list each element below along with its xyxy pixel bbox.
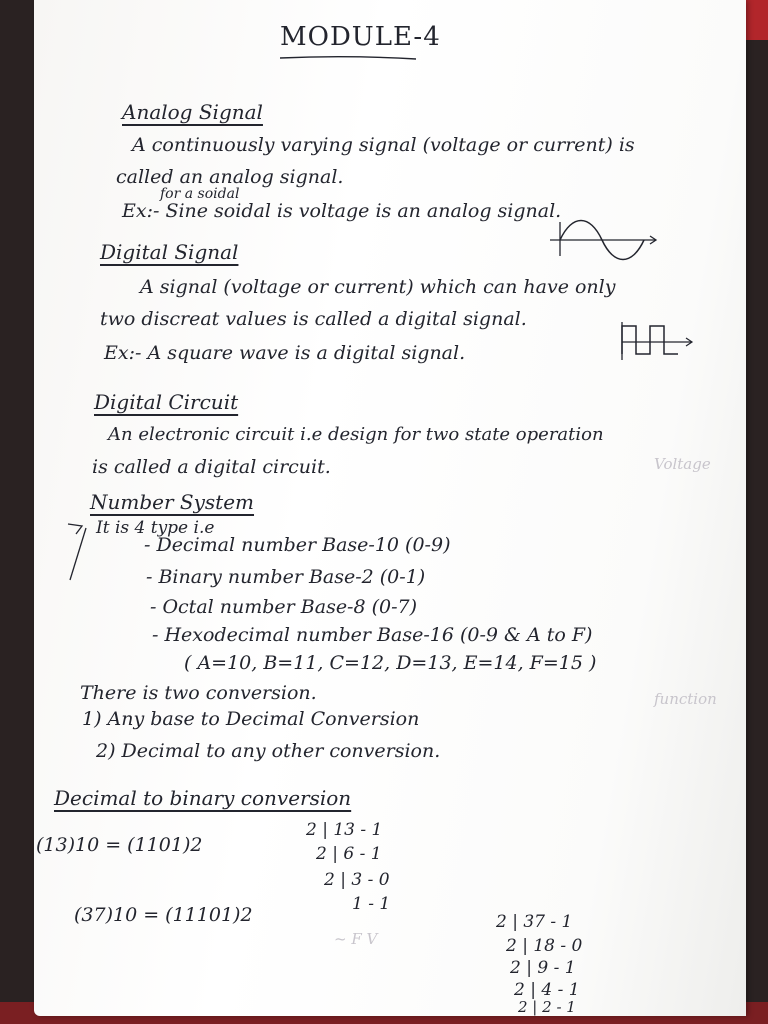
example-1-division-step: 2 | 13 - 1 <box>306 820 383 840</box>
example-2-division-step: 2 | 37 - 1 <box>496 912 573 932</box>
circuit-heading: Digital Circuit <box>94 390 239 414</box>
example-1-division-step: 1 - 1 <box>352 894 391 914</box>
example-2-equation: (37)10 = (11101)2 <box>74 904 253 926</box>
example-2-division-step: 2 | 4 - 1 <box>514 980 580 1000</box>
conversion-item-2: 2) Decimal to any other conversion. <box>96 740 441 762</box>
conversion-intro: There is two conversion. <box>80 682 317 704</box>
digital-line-1: A signal (voltage or current) which can have only <box>140 276 616 298</box>
number-type-decimal: - Decimal number Base-10 (0-9) <box>144 534 451 556</box>
square-wave-figure <box>616 318 696 364</box>
example-1-division-step: 2 | 6 - 1 <box>316 844 382 864</box>
bleed-through-text: Voltage <box>654 455 711 473</box>
hex-letter-values: ( A=10, B=11, C=12, D=13, E=14, F=15 ) <box>184 652 597 674</box>
number-type-binary: - Binary number Base-2 (0-1) <box>146 566 426 588</box>
number-type-octal: - Octal number Base-8 (0-7) <box>150 596 418 618</box>
example-2-division-step: 2 | 2 - 1 <box>518 998 576 1016</box>
analog-example: Ex:- Sine soidal is voltage is an analog signal. <box>122 200 562 222</box>
example-2-division-step: 2 | 9 - 1 <box>510 958 576 978</box>
title-underline <box>278 54 418 62</box>
circuit-line-2: is called a digital circuit. <box>92 456 331 478</box>
analog-heading: Analog Signal <box>122 100 263 124</box>
number-system-intro: It is 4 type i.e <box>96 518 215 538</box>
example-1-division-step: 2 | 3 - 0 <box>324 870 390 890</box>
bleed-through-text: ~ F V <box>334 930 378 948</box>
sine-wave-figure <box>546 216 661 266</box>
number-system-heading: Number System <box>90 490 255 514</box>
example-2-division-step: 2 | 18 - 0 <box>506 936 583 956</box>
analog-line-1: A continuously varying signal (voltage or current) is <box>132 134 635 156</box>
notebook-page <box>34 0 746 1016</box>
circuit-line-1: An electronic circuit i.e design for two state operation <box>108 424 604 445</box>
digital-line-2: two discreat values is called a digital signal. <box>100 308 527 330</box>
dec-to-bin-heading: Decimal to binary conversion <box>54 786 352 810</box>
conversion-item-1: 1) Any base to Decimal Conversion <box>82 708 420 730</box>
analog-line-2: called an analog signal. <box>116 166 344 188</box>
digital-example: Ex:- A square wave is a digital signal. <box>104 342 466 364</box>
analog-insert-note: for a soidal <box>160 186 240 202</box>
module-title: MODULE-4 <box>280 22 441 52</box>
example-1-equation: (13)10 = (1101)2 <box>36 834 203 856</box>
number-type-hex: - Hexodecimal number Base-16 (0-9 & A to F) <box>152 624 593 646</box>
digital-heading: Digital Signal <box>100 240 239 264</box>
bleed-through-text: function <box>654 690 717 708</box>
